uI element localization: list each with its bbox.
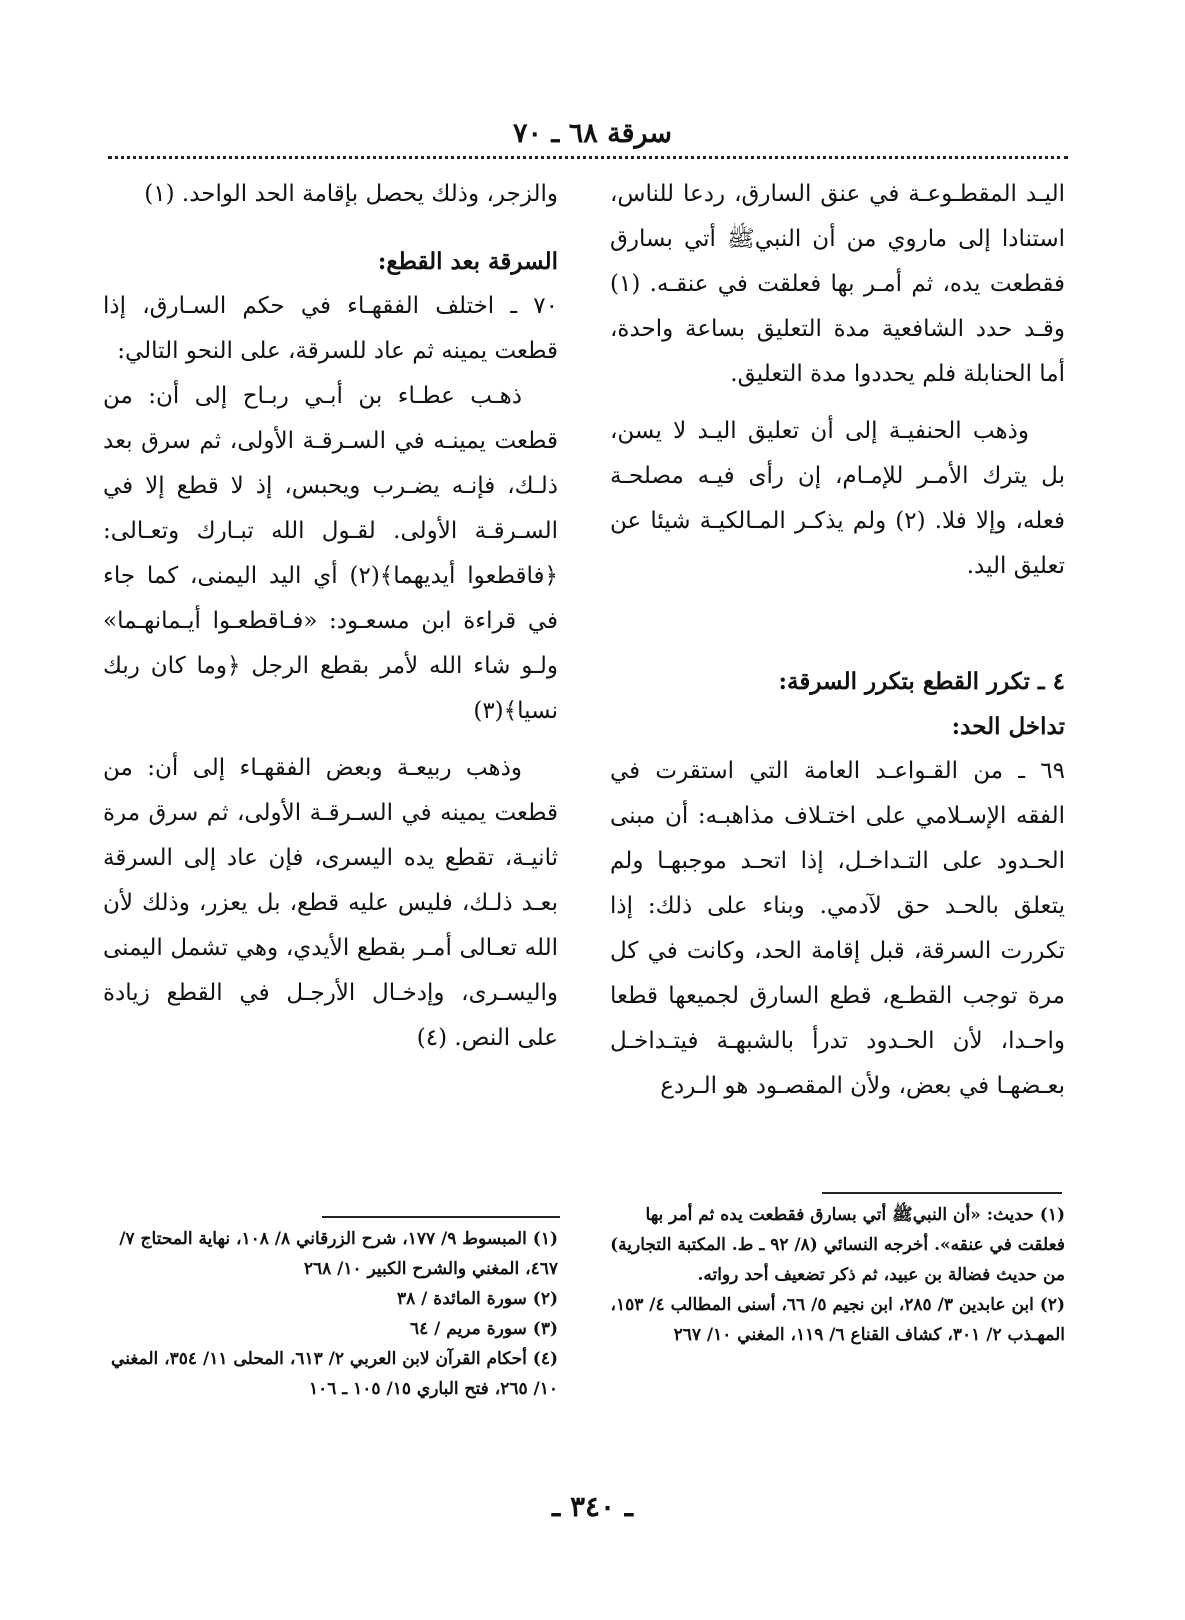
footnotes-left — [103, 1224, 558, 1404]
footnote-divider — [822, 1192, 1062, 1194]
section-heading: ٤ ـ تكرر القطع بتكرر السرقة: — [778, 668, 1065, 695]
footnote: (٢) سورة المائدة / ٣٨ — [397, 1289, 558, 1309]
footnote: (١) المبسوط ٩/ ١٧٧، شرح الزرقاني ٨/ ١٠٨، نهاية المحتاج ٧/ ٤٦٧، المغني والشرح الكبير ١٠/ ٢٦٨ — [119, 1229, 558, 1279]
footnote: (٣) سورة مريم / ٦٤ — [409, 1319, 558, 1339]
footnotes-right — [610, 1200, 1065, 1350]
paragraph: وذهب ربيعـة وبعض الفقهـاء إلى أن: من قطعت يمينه في السـرقـة الأولى، ثم سرق مرة ثانيـة، تقطع يده اليسرى، فإن عاد إلى السرقة بعـد ذلـك، فليس عليه قطع، بل يعزر، وذلك لأن الله تعـالى أمـر بقطع الأيدي، وهي تشمل اليمنى واليسـرى، وإدخـال الأرجـل في القطع زيادة على النص. (٤) — [103, 755, 558, 1051]
paragraph: اليـد المقطـوعـة في عنق السارق، ردعا للناس، استنادا إلى ماروي من أن النبيﷺ أتي بسارق فقطعت يده، ثم أمـر بها فعلقت في عنقـه. (١) وقـد حدد الشافعية مدة التعليق بساعة واحدة، أما الحنابلة فلم يحددوا مدة التعليق. — [610, 181, 1065, 387]
section-heading: السرقة بعد القطع: — [377, 248, 558, 275]
paragraph: والزجر، وذلك يحصل بإقامة الحد الواحد. (١) — [144, 181, 558, 207]
paragraph: وذهب الحنفيـة إلى أن تعليق اليـد لا يسن، بل يترك الأمـر للإمـام، إن رأى فيـه مصلحـة فعله، وإلا فلا. (٢) ولم يذكـر المـالكيـة شيئا عن تعليق اليد. — [610, 418, 1065, 579]
footnote: (٢) ابن عابدين ٣/ ٢٨٥، ابن نجيم ٥/ ٦٦، أسنى المطالب ٤/ ١٥٣، المهـذب ٢/ ٣٠١، كشاف القناع ٦/ ١١٩، المغني ١٠/ ٢٦٧ — [610, 1295, 1065, 1345]
left-column — [103, 172, 558, 1061]
header-divider — [108, 156, 1068, 159]
footnote: (١) حديث: «أن النبيﷺ أتي بسارق فقطعت يده ثم أمر بها فعلقت في عنقه». أخرجه النسائي (٨/ ٩٢ ـ ط. المكتبة التجارية) من حديث فضالة بن عبيد، ثم ذكر تضعيف أحد رواته. — [610, 1205, 1065, 1285]
paragraph: ذهـب عطـاء بن أبـي ربـاح إلى أن: من قطعت يمينـه في السـرقـة الأولى، ثم سرق بعد ذلـك، فإنـه يضـرب ويحبس، إذ لا قطع إلا في السـرقـة الأولى. لقـول الله تبـارك وتعـالى: ﴿فاقطعوا أيديهما﴾(٢) أي اليد اليمنى، كما جاء في قراءة ابن مسعـود: «فـاقطعـوا أيـمانهـما» ولـو شاء الله لأمر بقطع الرجل ﴿وما كان ربك نسيا﴾(٣) — [103, 383, 558, 724]
page-number: ـ ٣٤٠ ـ — [551, 1490, 634, 1523]
right-column — [610, 172, 1065, 1109]
subsection-heading: تداخل الحد: — [951, 713, 1065, 740]
footnote-divider — [322, 1216, 560, 1218]
paragraph: ٧٠ ـ اختلف الفقهـاء في حكم السـارق، إذا قطعت يمينه ثم عاد للسرقة، على النحو التالي: — [103, 293, 558, 364]
running-header: سرقة ٦٨ ـ ٧٠ — [512, 118, 673, 149]
footnote: (٤) أحكام القرآن لابن العربي ٢/ ٦١٣، المحلى ١١/ ٣٥٤، المغني ١٠/ ٢٦٥، فتح الباري ١٥/ ١٠٥ ـ ١٠٦ — [111, 1349, 558, 1399]
paragraph: ٦٩ ـ من القـواعـد العامة التي استقرت في الفقه الإسـلامي على اختـلاف مذاهبـه: أن مبنى الحـدود على التـداخـل، إذا اتحـد موجبهـا ولم يتعلق بالحـد حق لآدمي. وبناء على ذلك: إذا تكررت السرقة، قبل إقامة الحد، وكانت في كل مرة توجب القطـع، قطع السارق لجميعها قطعا واحـدا، لأن الحـدود تدرأ بالشبهـة فيتـداخـل بعـضهـا في بعض، ولأن المقصـود هو الـردع — [610, 758, 1065, 1099]
